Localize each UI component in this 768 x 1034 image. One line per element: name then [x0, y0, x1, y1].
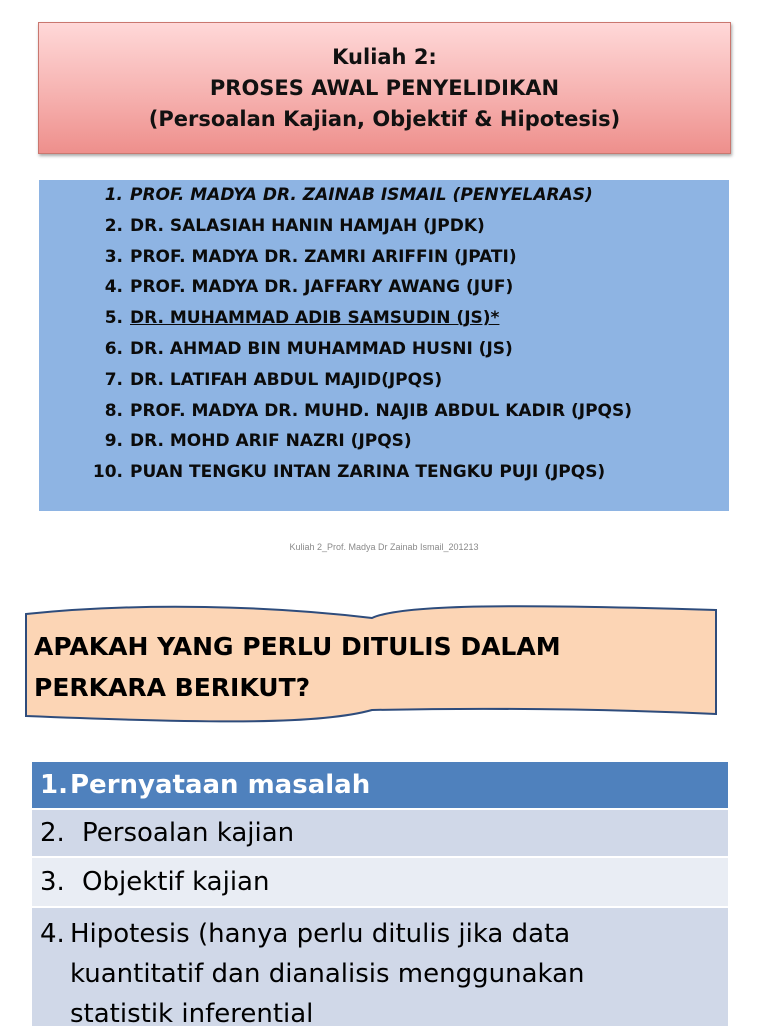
- author-number: 2.: [104, 215, 123, 236]
- author-number: 7.: [104, 369, 123, 390]
- table-row: [32, 858, 728, 908]
- author-number: 9.: [104, 431, 123, 452]
- author-item: [39, 308, 729, 339]
- title-line-3: (Persoalan Kajian, Objektif & Hipotesis): [148, 106, 621, 131]
- title-line-2: PROSES AWAL PENYELIDIKAN: [209, 75, 560, 100]
- banner-question: APAKAH YANG PERLU DITULIS DALAM PERKARA BERIKUT?: [34, 632, 561, 702]
- author-number: 1.: [104, 185, 123, 205]
- author-item: [39, 247, 729, 278]
- table-row: [32, 762, 728, 810]
- author-number: 6.: [104, 338, 123, 359]
- author-item: [39, 339, 729, 370]
- author-item: [39, 185, 729, 216]
- author-number: 4.: [104, 277, 123, 298]
- author-name: PROF. MADYA DR. JAFFARY AWANG (JUF): [130, 277, 514, 298]
- author-name: PROF. MADYA DR. ZAINAB ISMAIL (PENYELARAS): [130, 185, 593, 205]
- row-number: 1.: [40, 770, 68, 800]
- author-item: [39, 370, 729, 401]
- row-text: Persoalan kajian: [82, 818, 295, 848]
- author-item: [39, 431, 729, 462]
- author-number: 3.: [104, 246, 123, 267]
- author-item: [39, 216, 729, 247]
- row-text: Pernyataan masalah: [70, 770, 371, 800]
- slide-title-box: [38, 22, 731, 154]
- question-banner: [22, 598, 722, 728]
- author-name: DR. LATIFAH ABDUL MAJID(JPQS): [130, 369, 443, 390]
- slide-footer: Kuliah 2_Prof. Madya Dr Zainab Ismail_201213: [289, 542, 479, 552]
- author-name: DR. AHMAD BIN MUHAMMAD HUSNI (JS): [130, 338, 513, 359]
- author-number: 10.: [92, 462, 123, 483]
- table-row: [32, 908, 728, 1028]
- title-line-1: Kuliah 2:: [332, 44, 437, 69]
- row-text: Objektif kajian: [82, 867, 270, 897]
- author-name: PUAN TENGKU INTAN ZARINA TENGKU PUJI (JPQS): [130, 462, 606, 483]
- items-table: [32, 762, 728, 1028]
- author-item: [39, 277, 729, 308]
- row-text: Hipotesis (hanya perlu ditulis jika data kuantitatif dan dianalisis menggunakan statistik inferential: [70, 919, 585, 1029]
- row-number: 2.: [40, 818, 65, 848]
- author-name: DR. SALASIAH HANIN HAMJAH (JPDK): [130, 215, 485, 236]
- author-item: [39, 462, 729, 493]
- row-number: 3.: [40, 867, 65, 897]
- author-item: [39, 401, 729, 432]
- author-number: 5.: [104, 308, 123, 329]
- author-name: DR. MUHAMMAD ADIB SAMSUDIN (JS)*: [130, 308, 500, 329]
- author-name: PROF. MADYA DR. ZAMRI ARIFFIN (JPATI): [130, 246, 517, 267]
- table-row: [32, 810, 728, 858]
- author-name: DR. MOHD ARIF NAZRI (JPQS): [130, 431, 412, 452]
- author-number: 8.: [104, 400, 123, 421]
- row-number: 4.: [40, 919, 65, 949]
- author-name: PROF. MADYA DR. MUHD. NAJIB ABDUL KADIR (JPQS): [130, 400, 633, 421]
- authors-list: [39, 180, 729, 511]
